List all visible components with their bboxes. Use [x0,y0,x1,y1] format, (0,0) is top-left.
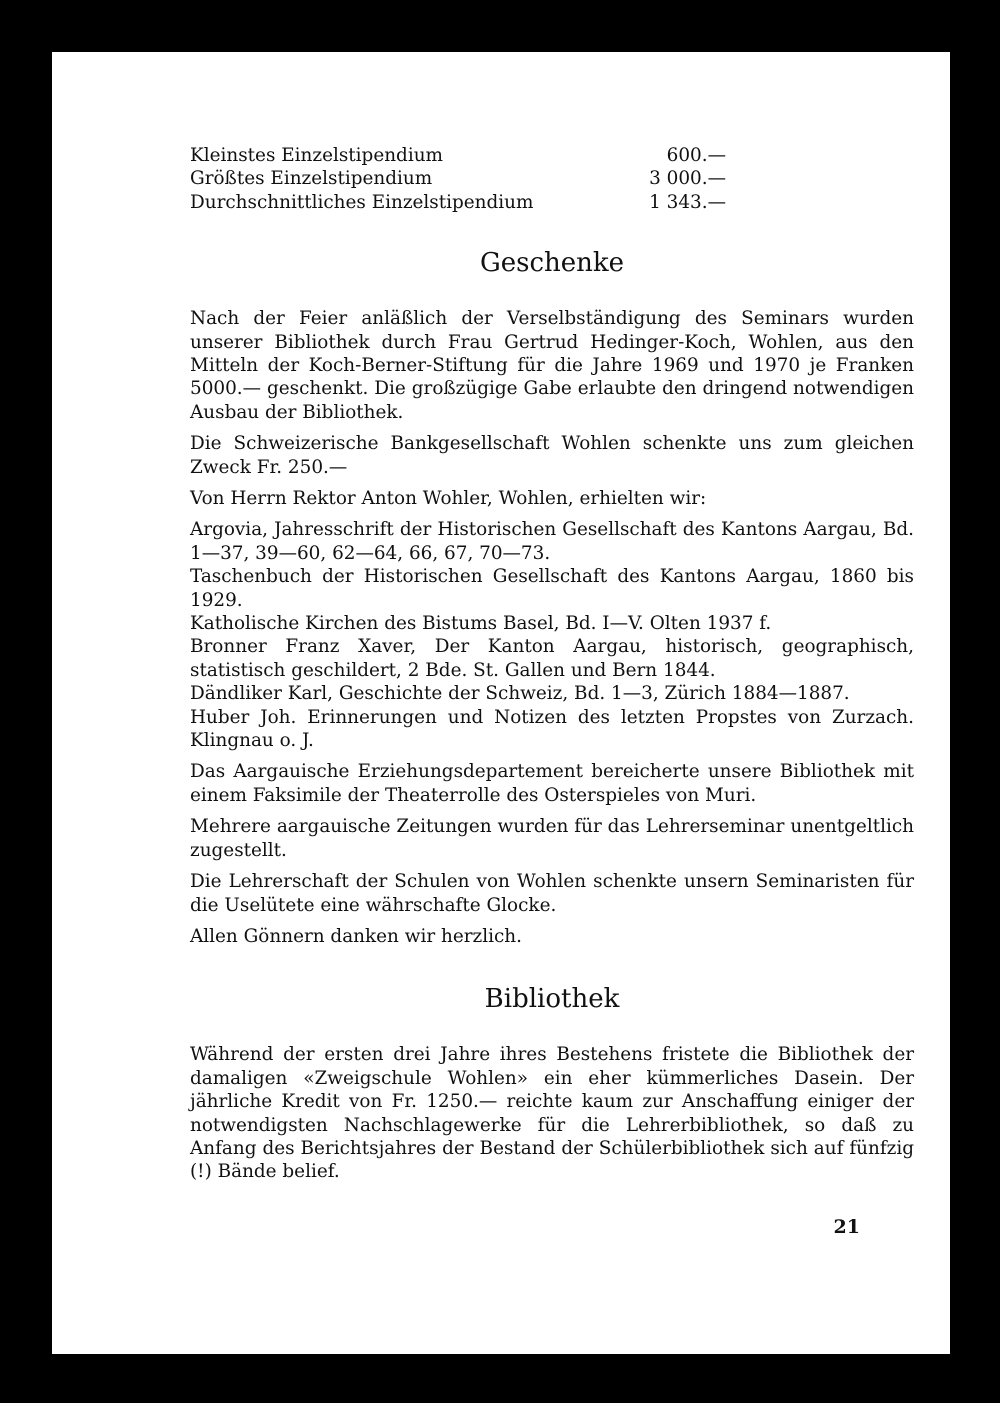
list-item: Dändliker Karl, Geschichte der Schweiz, Bd. 1—3, Zürich 1884—1887. [190,683,850,705]
section-heading-bibliothek: Bibliothek [484,984,620,1015]
stat-row [190,167,726,190]
paragraph: Während der ersten drei Jahre ihres Bestehens fristete die Bibliothek der damaligen «Zweigschule Wohlen» ein eher kümmerliches Dasein. Der jährliche Kredit von Fr. 1250.— reichte kaum zur Anschaffung einiger der notwendigsten Nachschlagewerke für die Lehrerbibliothek, so daß zu Anfang des Berichtsjahres der Bestand der Schülerbibliothek sich auf fünfzig (!) Bände belief. [190,1044,914,1183]
scholarship-stats [190,144,726,214]
page-content [190,144,914,1192]
section-heading-geschenke: Geschenke [479,248,625,279]
stat-label: Größtes Einzelstipendium [190,168,433,190]
paragraph: Von Herrn Rektor Anton Wohler, Wohlen, erhielten wir: [190,488,707,510]
paragraph: Die Schweizerische Bankgesellschaft Wohlen schenkte uns zum gleichen Zweck Fr. 250.— [190,433,914,478]
stat-value: 600.— [666,145,726,166]
paragraph: Die Lehrerschaft der Schulen von Wohlen schenkte unsern Seminaristen für die Uselütete eine währschafte Glocke. [190,871,914,916]
document-page [52,52,950,1354]
list-item: Bronner Franz Xaver, Der Kanton Aargau, historisch, geographisch, statistisch geschildert, 2 Bde. St. Gallen und Bern 1844. [190,636,914,681]
paragraph: Das Aargauische Erziehungsdepartement bereicherte unsere Bibliothek mit einem Faksimile der Theaterrolle des Osterspieles von Muri. [190,761,914,806]
stat-value: 3 000.— [649,168,726,190]
stat-label: Durchschnittliches Einzelstipendium [190,191,534,213]
paragraph: Mehrere aargauische Zeitungen wurden für das Lehrerseminar unentgeltlich zugestellt. [190,816,914,861]
stat-value: 1 343.— [649,191,726,213]
list-item: Taschenbuch der Historischen Gesellschaft des Kantons Aargau, 1860 bis 1929. [190,566,914,611]
paragraph: Nach der Feier anläßlich der Verselbständigung des Seminars wurden unserer Bibliothek durch Frau Gertrud Hedinger-Koch, Wohlen, aus den Mitteln der Koch-Berner-Stiftung für die Jahre 1969 und 1970 je Franken 5000.— geschenkt. Die großzügige Gabe erlaubte den dringend notwendigen Ausbau der Bibliothek. [190,308,914,423]
list-item: Argovia, Jahresschrift der Historischen Gesellschaft des Kantons Aargau, Bd. 1—37, 39—60, 62—64, 66, 67, 70—73. [190,519,914,564]
paragraph: Allen Gönnern danken wir herzlich. [190,925,522,947]
stat-label: Kleinstes Einzelstipendium [190,145,443,166]
page-number: 21 [833,1216,860,1238]
stat-row [190,144,726,167]
list-item: Huber Joh. Erinnerungen und Notizen des letzten Propstes von Zurzach. Klingnau o. J. [190,706,914,752]
gift-list [190,518,914,752]
list-item: Katholische Kirchen des Bistums Basel, Bd. I—V. Olten 1937 f. [190,613,772,635]
stat-row [190,191,726,214]
